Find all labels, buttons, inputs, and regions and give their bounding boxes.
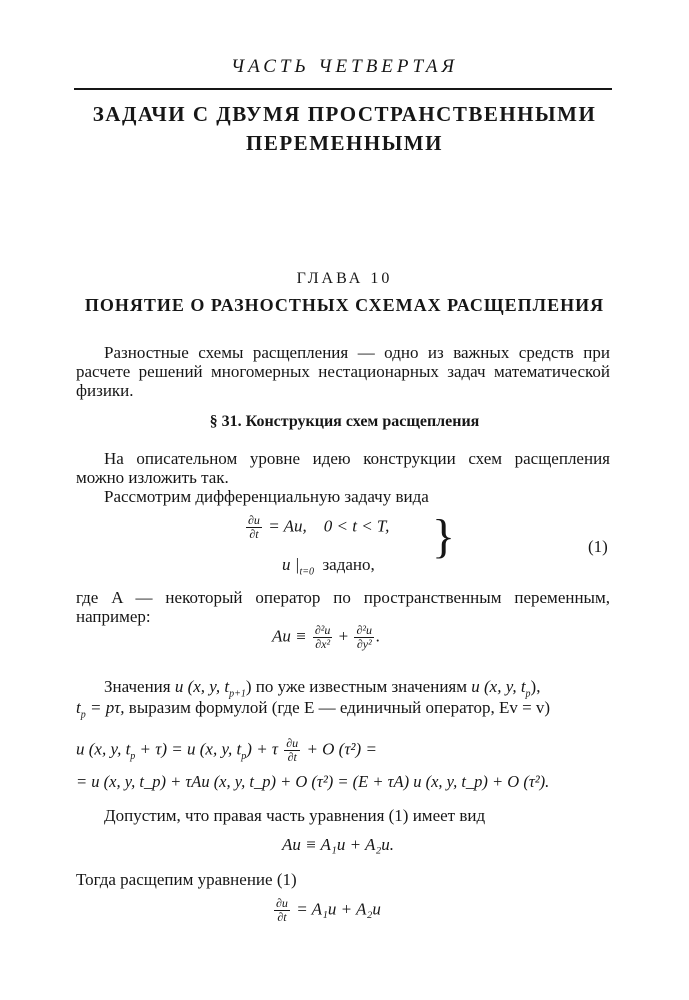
equation-2: Au ≡ $\frac{\text{∂²u}}{\text{∂x²}}$ + $\frac{\text{∂²u}}{\text{∂y²}}$ . [272, 623, 381, 651]
fraction-du-dt: $\frac{\partial u}{\partial t}$ [248, 513, 260, 541]
chapter-title: ПОНЯТИЕ О РАЗНОСТНЫХ СХЕМАХ РАСЩЕПЛЕНИЯ [84, 295, 605, 315]
paragraph-6: Тогда расщепим уравнение (1) [76, 870, 297, 889]
section-heading: § 31. Конструкция схем расщепления [209, 413, 480, 430]
part-heading [60, 100, 629, 158]
equation-number-1: (1) [588, 537, 608, 556]
paragraph-5: Допустим, что правая часть уравнения (1) имеет вид [104, 806, 486, 825]
paragraph-1: На описательном уровне идею конструкции схем расщепления можно изложить так. [76, 449, 610, 487]
part-heading-line1: ЗАДАЧИ С ДВУМЯ ПРОСТРАНСТВЕННЫМИ [92, 102, 597, 126]
equation-1-line2: u $|_{t=0}$ задано, [282, 555, 375, 578]
equation-3-line1: u (x, y, $t_p + \tau) = u$ (x, y, $t_p) + \tau$ $\frac{\partial u}{\partial t}$ + O (τ²) = [76, 736, 377, 764]
intro-paragraph: Разностные схемы расщепления — одно из важных средств при расчете решений многомерных нестационарных задач математической физики. [76, 343, 610, 400]
equation-5: $\frac{\partial u}{\partial t}$ = A₁u + A₂u [276, 896, 381, 924]
fraction-du-dt-3: $\frac{\partial u}{\partial t}$ [276, 896, 288, 924]
paragraph-2: Рассмотрим дифференциальную задачу вида [104, 487, 429, 506]
equation-3-line2: = u (x, y, t_p) + τAu (x, y, t_p) + O (τ²) = (E + τA) u (x, y, t_p) + O (τ²). [76, 772, 550, 791]
equation-1-line1: $\frac{\partial u}{\partial t}$ = Au, 0 < t < T, [248, 513, 390, 541]
fraction-d2u-dy2: $\frac{\text{∂²u}}{\text{∂y²}}$ [356, 623, 373, 651]
chapter-label: ГЛАВА 10 [296, 270, 393, 287]
equation-4: Au ≡ A₁u + A₂u. [282, 835, 395, 854]
fraction-d2u-dx2: $\frac{\text{∂²u}}{\text{∂x²}}$ [314, 623, 331, 651]
paragraph-4: Значения u (x, y, $t_{p+1}$) по уже известным значениям u (x, y, $t_p$), [104, 677, 541, 700]
brace-icon: } [432, 510, 456, 563]
paragraph-3: где A — некоторый оператор по пространственным переменным, например: [76, 588, 610, 626]
fraction-du-dt-2: $\frac{\partial u}{\partial t}$ [286, 736, 299, 764]
paragraph-4-continued: $t_p = p\tau$, выразим формулой (где E — единичный оператор, Ev = v) [76, 698, 551, 721]
part-heading-line2: ПЕРЕМЕННЫМИ [246, 131, 443, 155]
title-rule [74, 88, 612, 90]
part-title: ЧАСТЬ ЧЕТВЕРТАЯ [231, 56, 458, 77]
